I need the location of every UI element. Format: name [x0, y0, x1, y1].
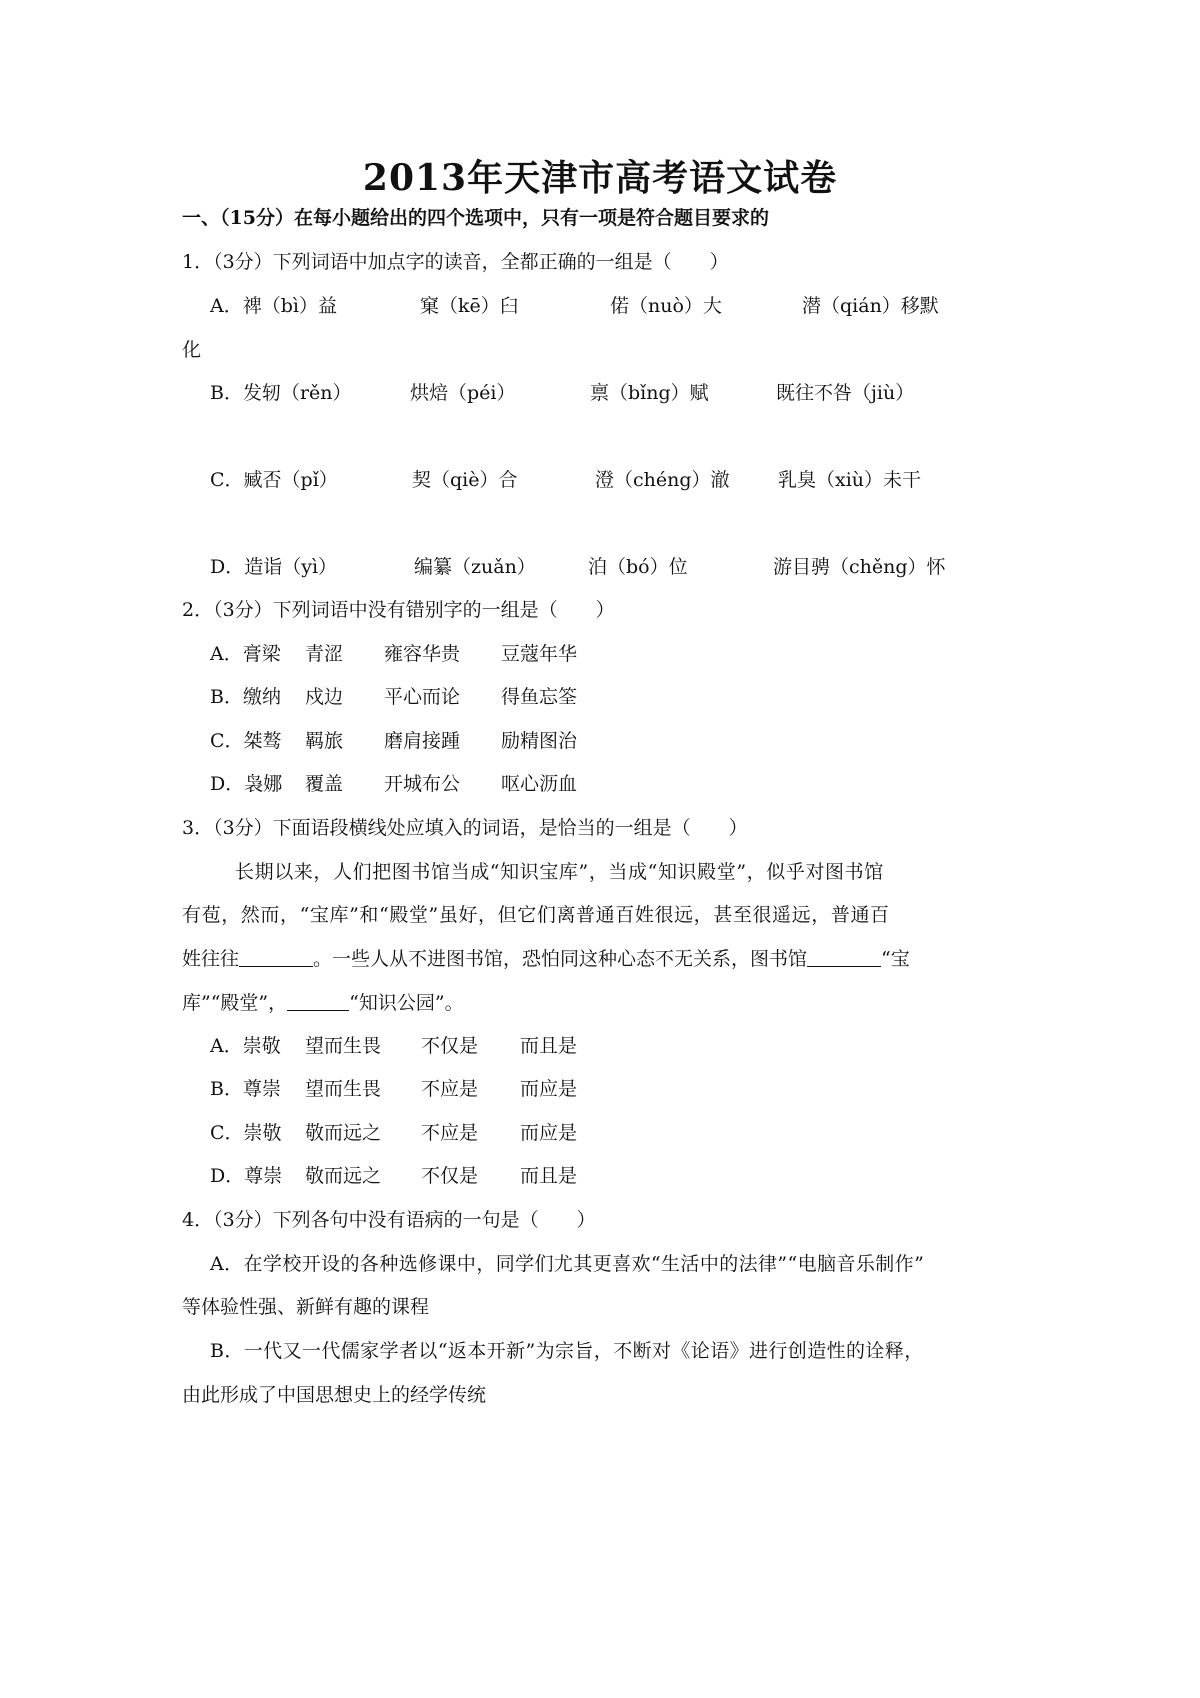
answer-blank-3: [287, 991, 349, 1011]
q4-option-b-line-2: 由此形成了中国思想史上的经学传统: [182, 1384, 487, 1406]
answer-blank-1: [239, 947, 313, 967]
q3-passage-line-2: 有苞，然而，“宝库”和“殿堂”虽好，但它们离普通百姓很远，甚至很遥远，普通百: [182, 904, 890, 926]
q1-option-c-2: 契（qiè）合: [412, 469, 518, 491]
section-heading: 一、（15分）在每小题给出的四个选项中，只有一项是符合题目要求的: [182, 207, 769, 229]
q3-option-b-4: 而应是: [520, 1078, 578, 1100]
q2-option-b-3: 平心而论: [384, 686, 461, 708]
q3-option-d-1: D．尊崇: [210, 1165, 283, 1187]
q1-option-b-4: 既往不咎（jiù）: [776, 382, 915, 404]
q1-option-d-2: 编纂（zuǎn）: [414, 556, 536, 578]
q2-option-c-3: 磨肩接踵: [384, 730, 461, 752]
q4-option-a-line-1: A．在学校开设的各种选修课中，同学们尤其更喜欢“生活中的法律”“电脑音乐制作”: [210, 1253, 925, 1275]
q1-option-a-3: 偌（nuò）大: [610, 295, 722, 317]
q1-option-b-1: B．发轫（rěn）: [210, 382, 352, 404]
q2-option-a-1: A．膏梁: [210, 643, 281, 665]
q1-option-d-3: 泊（bó）位: [588, 556, 688, 578]
q3-option-a-3: 不仅是: [421, 1035, 479, 1057]
q2-option-b-2: 戍边: [305, 686, 344, 708]
q2-option-a-4: 豆蔻年华: [501, 643, 578, 665]
q3-option-a-1: A．崇敬: [210, 1035, 281, 1057]
q2-option-d-2: 覆盖: [305, 773, 344, 795]
q3-option-c-3: 不应是: [421, 1122, 479, 1144]
q2-option-c-4: 励精图治: [501, 730, 578, 752]
q3-option-a-4: 而且是: [520, 1035, 578, 1057]
q3-passage-text-a: 姓往往: [182, 948, 240, 970]
question-4-stem: 4．（3分）下列各句中没有语病的一句是（ ）: [182, 1209, 596, 1231]
question-2-stem: 2．（3分）下列词语中没有错别字的一组是（ ）: [182, 599, 615, 621]
q2-option-a-3: 雍容华贵: [384, 643, 461, 665]
q2-option-b-1: B．缴纳: [210, 686, 281, 708]
q1-option-a-1: A．禆（bì）益: [210, 295, 337, 317]
q3-passage-line-1: 长期以来，人们把图书馆当成“知识宝库”，当成“知识殿堂”，似乎对图书馆: [235, 861, 884, 883]
q4-option-a-line-2: 等体验性强、新鲜有趣的课程: [182, 1296, 430, 1318]
q3-passage-text-c: “宝: [881, 948, 910, 970]
q2-option-b-4: 得鱼忘筌: [501, 686, 578, 708]
q2-option-d-4: 呕心沥血: [501, 773, 578, 795]
q1-option-d-4: 游目骋（chěng）怀: [773, 556, 946, 578]
q4-option-b-line-1: B．一代又一代儒家学者以“返本开新”为宗旨，不断对《论语》进行创造性的诠释，: [210, 1340, 924, 1362]
q3-option-b-3: 不应是: [421, 1078, 479, 1100]
q3-option-d-4: 而且是: [520, 1165, 578, 1187]
q2-option-d-3: 开城布公: [384, 773, 461, 795]
q1-option-d-1: D．造诣（yì）: [210, 556, 338, 578]
q1-option-a-4: 潜（qián）移默: [802, 295, 939, 317]
q3-passage-text-d: 库”“殿堂”，: [182, 992, 288, 1014]
question-3-stem: 3．（3分）下面语段横线处应填入的词语，是恰当的一组是（ ）: [182, 817, 748, 839]
q2-option-a-2: 青涩: [305, 643, 344, 665]
q3-option-b-2: 望而生畏: [305, 1078, 382, 1100]
q2-option-c-1: C．桀骜: [210, 730, 282, 752]
q3-option-a-2: 望而生畏: [305, 1035, 382, 1057]
q3-passage-line-4: [182, 990, 464, 1016]
q1-option-a-2: 窠（kē）臼: [420, 295, 519, 317]
q1-option-c-4: 乳臭（xiù）未干: [778, 469, 922, 491]
q3-option-d-3: 不仅是: [421, 1165, 479, 1187]
q3-passage-text-e: “知识公园”。: [349, 992, 464, 1014]
q1-option-b-2: 烘焙（péi）: [410, 382, 516, 404]
q3-option-b-1: B．尊崇: [210, 1078, 281, 1100]
q3-option-d-2: 敬而远之: [305, 1165, 382, 1187]
q2-option-c-2: 羁旅: [305, 730, 344, 752]
q2-option-d-1: D．袅娜: [210, 773, 283, 795]
answer-blank-2: [807, 947, 881, 967]
q1-option-c-3: 澄（chéng）澈: [595, 469, 730, 491]
q1-option-b-3: 禀（bǐng）赋: [590, 382, 709, 404]
q3-option-c-1: C．崇敬: [210, 1122, 282, 1144]
q1-option-a-wrap: 化: [182, 339, 202, 361]
q3-passage-text-b: 。一些人从不进图书馆，恐怕同这种心态不无关系，图书馆: [313, 948, 808, 970]
q3-option-c-4: 而应是: [520, 1122, 578, 1144]
question-1-stem: 1．（3分）下列词语中加点字的读音，全都正确的一组是（ ）: [182, 251, 729, 273]
q3-option-c-2: 敬而远之: [305, 1122, 382, 1144]
q1-option-c-1: C．臧否（pǐ）: [210, 469, 338, 491]
page-title: 2013年天津市高考语文试卷: [362, 157, 838, 199]
q3-passage-line-3: [182, 946, 910, 972]
